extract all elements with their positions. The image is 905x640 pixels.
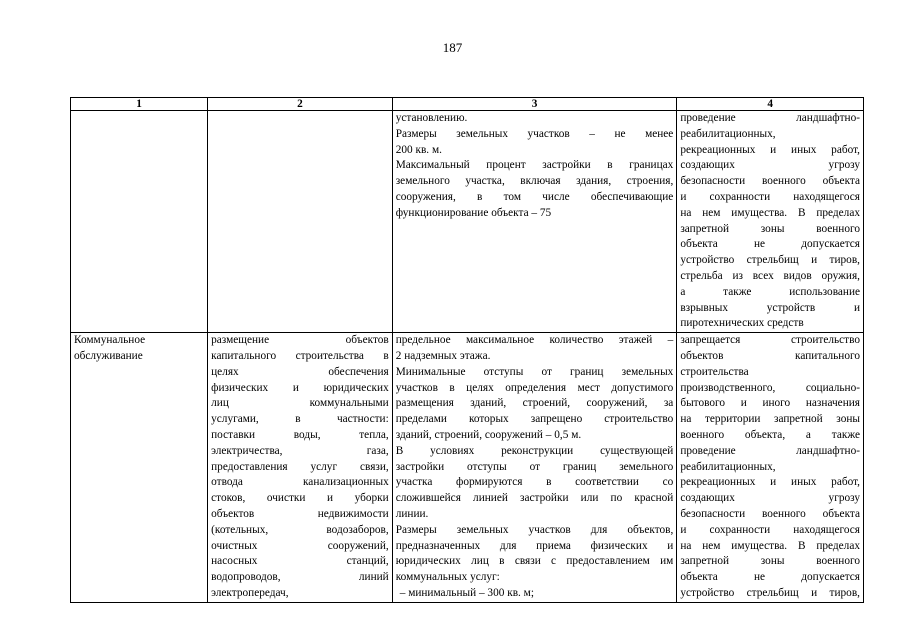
- text-line: стрельба из всех видов оружия,: [680, 269, 860, 282]
- text-line: застройки отступы от границ земельного: [395, 460, 674, 473]
- text-line: объектов капитального: [680, 349, 860, 362]
- text-line: создающих угрозу: [680, 492, 860, 505]
- text-line: электричества, газа,: [211, 444, 389, 457]
- text-line: рекреационных и иных работ,: [680, 143, 860, 156]
- text-line: на территории запретной зоны: [680, 413, 860, 426]
- cell-restrictions: [677, 333, 864, 603]
- text-line: В условиях реконструкции существующей: [395, 444, 674, 457]
- text-line: 200 кв. м.: [395, 143, 442, 156]
- cell-parameters: [392, 333, 677, 603]
- zoning-table: [70, 97, 864, 603]
- text-line: капитального строительства в: [211, 349, 389, 362]
- text-line: предназначенных для приема физических и: [395, 539, 674, 552]
- text-line: установлению.: [395, 112, 468, 124]
- text-line: сложившейся линией застройки или по красной: [395, 492, 674, 505]
- text-line: физических и юридических: [211, 381, 389, 394]
- text-line: рекреационных и иных работ,: [680, 476, 860, 489]
- text-line: коммунальных услуг:: [395, 571, 500, 584]
- text-line: насосных станций,: [211, 555, 389, 568]
- text-line: а также использование: [680, 285, 860, 298]
- text-line: земельного участка, включая здания, строения,: [395, 175, 674, 188]
- text-line: устройство стрельбищ и тиров,: [680, 586, 860, 599]
- header-col-4: 4: [677, 98, 864, 111]
- text-line: предельное максимальное количество этажей –: [395, 334, 674, 347]
- text-line: запретной зоны военного: [680, 555, 860, 568]
- text-line: поставки воды, тепла,: [211, 428, 389, 441]
- text-line: Минимальные отступы от границ земельных: [395, 365, 674, 378]
- header-col-3: 3: [392, 98, 677, 111]
- text-line: реабилитационных,: [680, 460, 776, 473]
- text-line: целях обеспечения: [211, 365, 389, 378]
- cell-use-description: [208, 111, 393, 333]
- text-line: линии.: [395, 507, 429, 520]
- header-col-1: 1: [71, 98, 208, 111]
- text-line: объекта не допускается: [680, 571, 860, 584]
- text-line: обслуживание: [74, 349, 143, 362]
- text-line: размещение объектов: [211, 334, 389, 347]
- text-line: проведение ландшафтно-: [680, 444, 860, 457]
- table-row: [71, 333, 864, 603]
- text-line: лиц коммунальными: [211, 397, 389, 410]
- text-line: на нем имущества. В пределах: [680, 206, 860, 219]
- text-line: предоставления услуг связи,: [211, 460, 389, 473]
- text-line: очистных сооружений,: [211, 539, 389, 552]
- text-line: пиротехнических средств: [680, 317, 804, 330]
- header-col-2: 2: [208, 98, 393, 111]
- text-line: устройство стрельбищ и тиров,: [680, 254, 860, 267]
- text-line: Коммунальное: [74, 334, 146, 347]
- text-line: бытового и иного назначения: [680, 397, 860, 410]
- text-line: на нем имущества. В пределах: [680, 539, 860, 552]
- text-line: водопроводов, линий: [211, 571, 389, 584]
- text-line: размещения зданий, строений, сооружений, за: [395, 397, 674, 410]
- text-line: пределами которых запрещено строительство: [395, 413, 674, 426]
- text-line: безопасности военного объекта: [680, 507, 860, 520]
- table-header-row: [71, 98, 864, 111]
- text-line: строительства: [680, 365, 749, 378]
- cell-use-type: [71, 111, 208, 333]
- text-line: стоков, очистки и уборки: [211, 492, 389, 505]
- cell-restrictions: [677, 111, 864, 333]
- table-row: [71, 111, 864, 333]
- text-line: объектов недвижимости: [211, 507, 389, 520]
- text-line: участка формируются в соответствии со: [395, 476, 674, 489]
- text-line: Размеры земельных участков – не менее: [395, 127, 674, 140]
- page-number: 187: [442, 40, 463, 55]
- text-line: военного объекта, а также: [680, 428, 860, 441]
- text-line: безопасности военного объекта: [680, 175, 860, 188]
- text-line: объекта не допускается: [680, 238, 860, 251]
- text-line: реабилитационных,: [680, 127, 776, 140]
- text-line: и сохранности находящегося: [680, 523, 860, 536]
- text-line: и сохранности находящегося: [680, 190, 860, 203]
- cell-use-description: [208, 333, 393, 603]
- text-line: – минимальный – 300 кв. м;: [399, 586, 534, 599]
- text-line: (котельных, водозаборов,: [211, 523, 389, 536]
- text-line: 2 надземных этажа.: [395, 349, 491, 362]
- text-line: отвода канализационных: [211, 476, 389, 489]
- text-line: запрещается строительство: [680, 334, 860, 347]
- text-line: Размеры земельных участков для объектов,: [395, 523, 674, 536]
- text-line: электропередач,: [211, 586, 289, 599]
- text-line: производственного, социально-: [680, 381, 860, 394]
- text-line: создающих угрозу: [680, 159, 860, 172]
- text-line: зданий, строений, сооружений – 0,5 м.: [395, 428, 582, 441]
- text-line: Максимальный процент застройки в границах: [395, 159, 674, 172]
- cell-use-type: [71, 333, 208, 603]
- cell-parameters: [392, 111, 677, 333]
- text-line: проведение ландшафтно-: [680, 112, 860, 124]
- text-line: запретной зоны военного: [680, 222, 860, 235]
- text-line: функционирование объекта – 75: [395, 206, 552, 219]
- text-line: услугами, в частности:: [211, 413, 389, 426]
- text-line: юридических лиц в связи с предоставлением им: [395, 555, 674, 568]
- text-line: взрывных устройств и: [680, 301, 860, 314]
- text-line: участков в целях определения мест допустимого: [395, 381, 674, 394]
- text-line: сооружения, в том числе обеспечивающие: [395, 190, 674, 203]
